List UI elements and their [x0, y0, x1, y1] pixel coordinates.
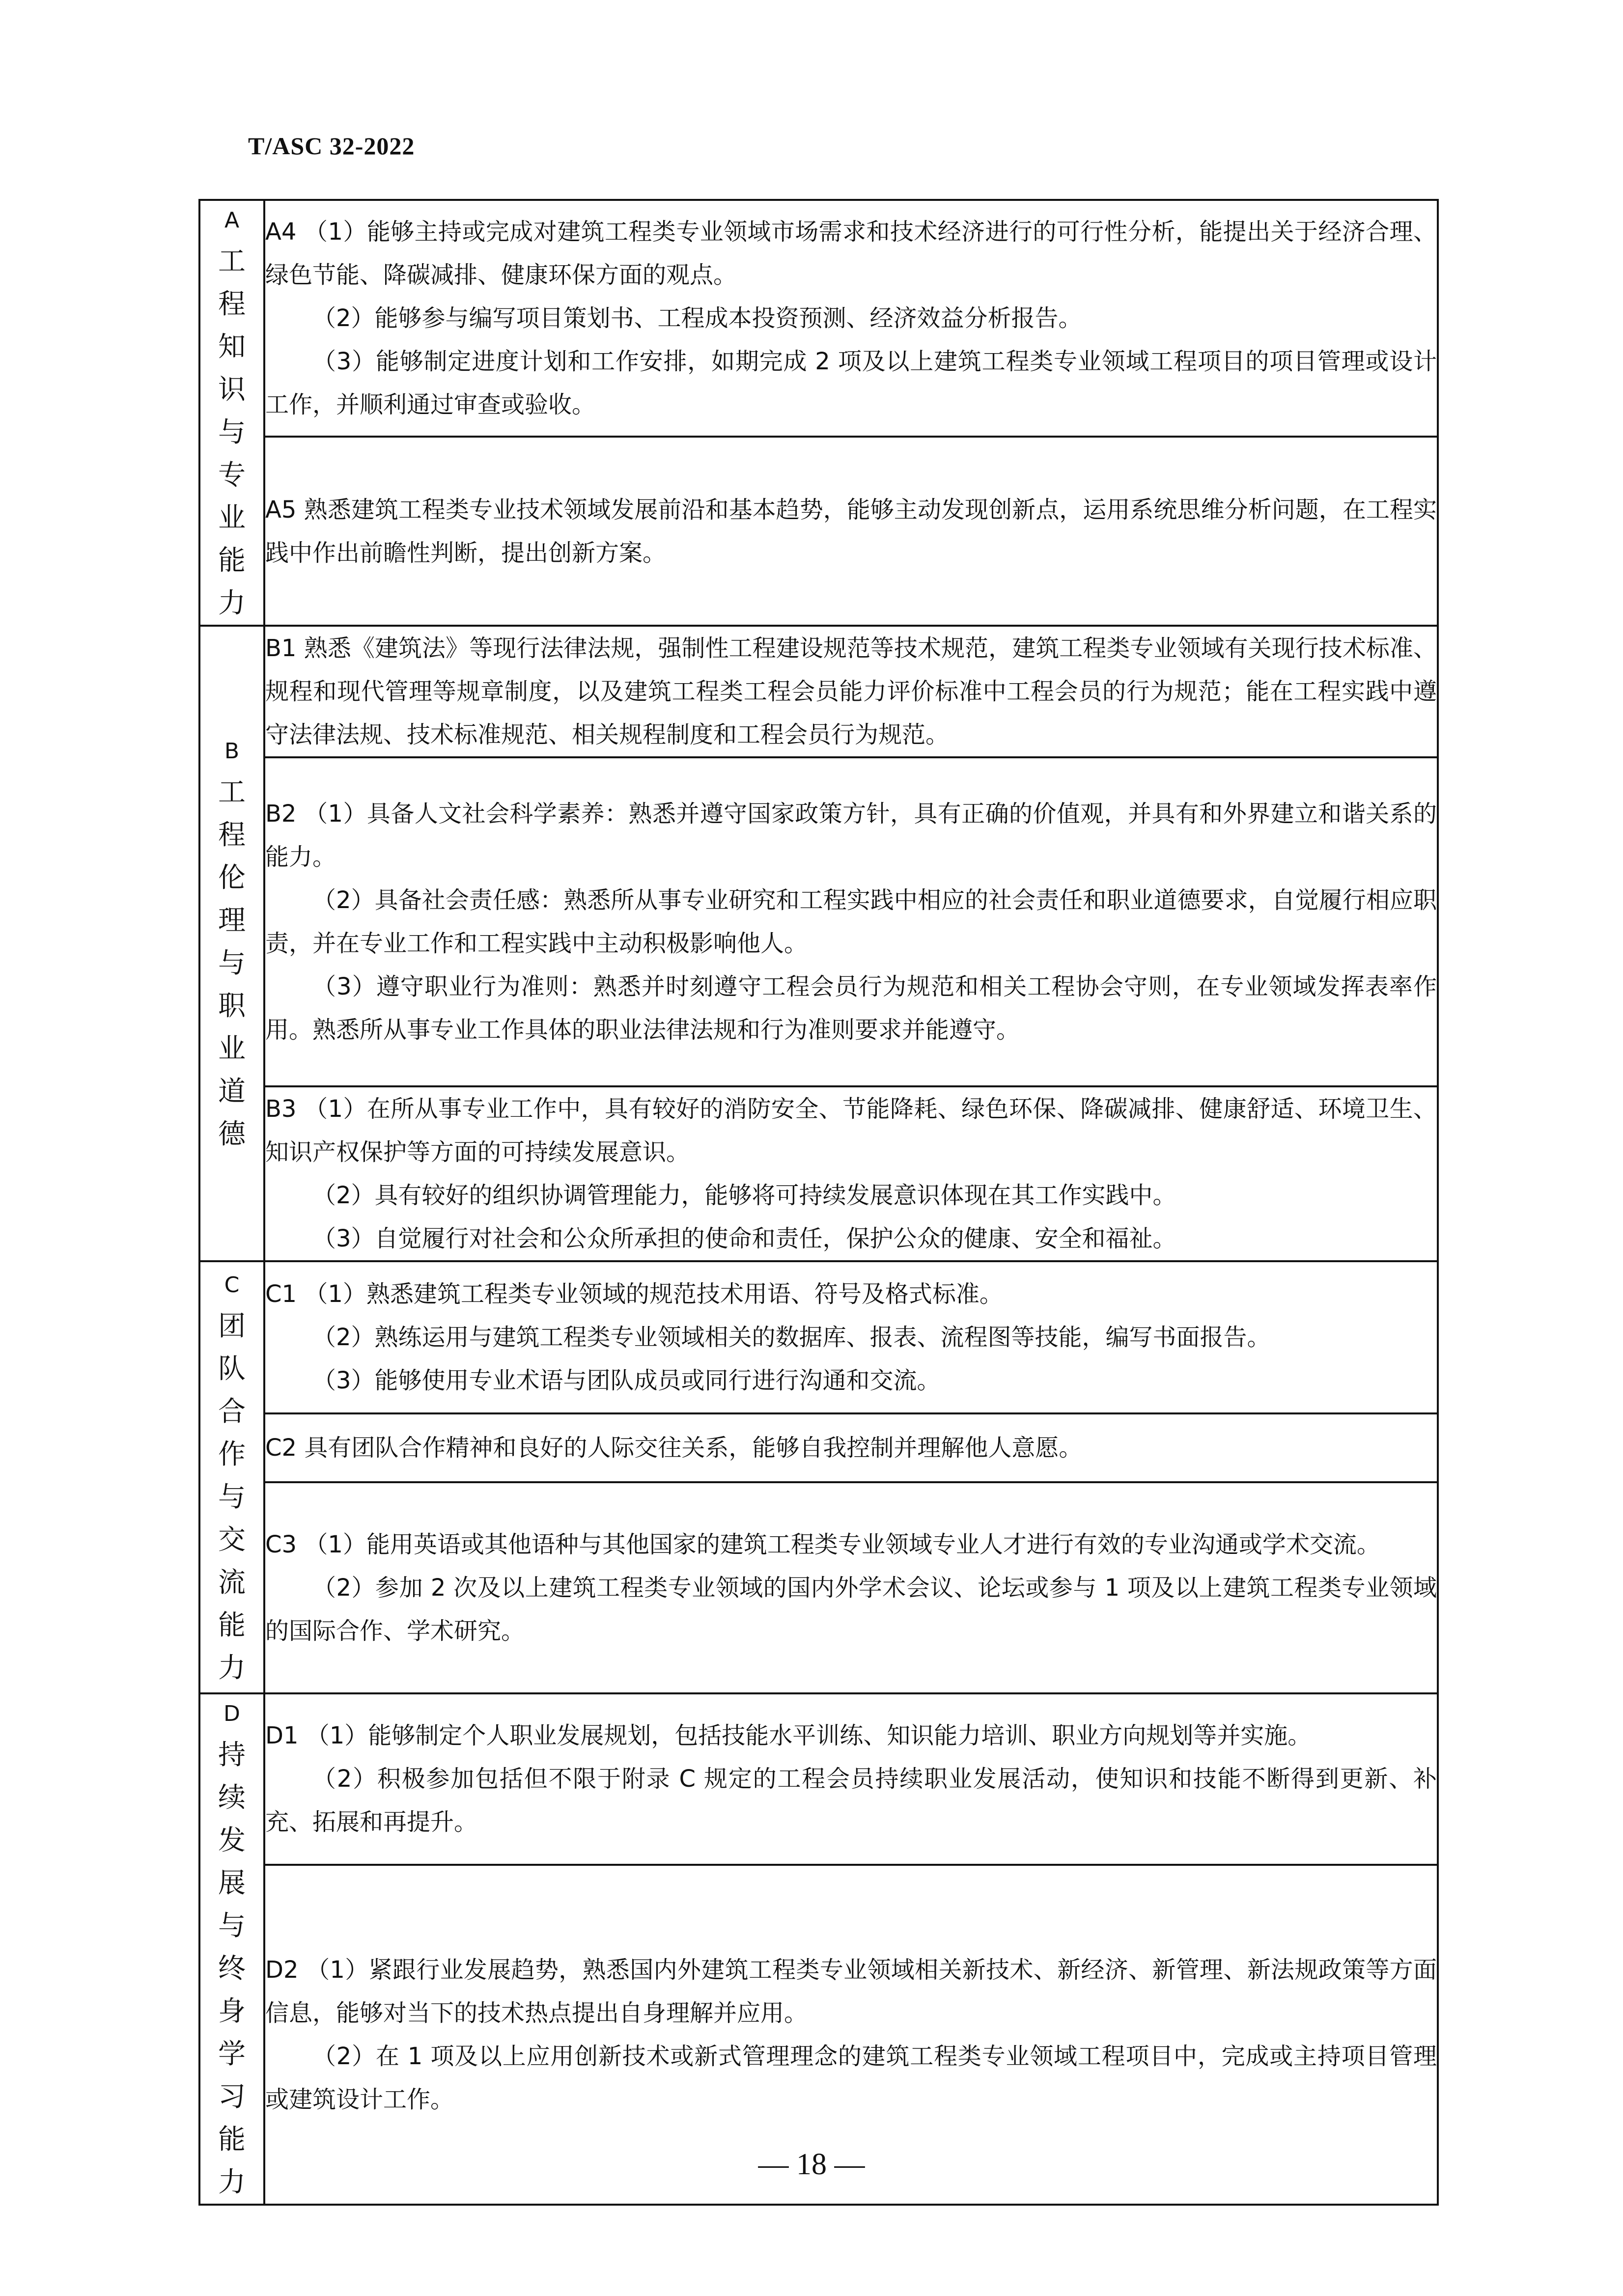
category-char: 伦 [218, 861, 246, 894]
category-char: 流 [218, 1566, 246, 1599]
category-char: 作 [218, 1438, 246, 1470]
requirement-b2 [264, 757, 1438, 1086]
category-char: 与 [218, 947, 246, 979]
category-char: 道 [218, 1075, 246, 1107]
requirement-text: （2）具有较好的组织协调管理能力，能够将可持续发展意识体现在其工作实践中。 [312, 1182, 1176, 1209]
requirement-a5 [264, 437, 1438, 626]
category-char: 终 [218, 1953, 246, 1985]
requirement-text: （3）能够制定进度计划和工作安排，如期完成 2 项及以上建筑工程类专业领域工程项目的项目管理或设计工作，并顺利通过审查或验收。 [265, 348, 1437, 419]
category-char: 识 [218, 374, 246, 406]
requirement-text: （2）具备社会责任感：熟悉所从事专业研究和工程实践中相应的社会责任和职业道德要求，自觉履行相应职责，并在专业工作和工程实践中主动积极影响他人。 [265, 886, 1437, 957]
category-char: 学 [218, 2038, 246, 2070]
table-row [199, 437, 1438, 626]
category-code: B [224, 738, 240, 764]
category-char: 发 [218, 1825, 246, 1856]
category-code: C [224, 1272, 240, 1298]
requirement-d1 [264, 1693, 1438, 1865]
requirement-text: （3）能够使用专业术语与团队成员或同行进行沟通和交流。 [312, 1367, 941, 1394]
category-char: 知 [218, 331, 246, 363]
category-char: 续 [218, 1782, 246, 1814]
table-row [199, 1086, 1438, 1261]
requirement-c1 [264, 1261, 1438, 1413]
category-code: A [224, 208, 240, 233]
requirement-a4 [264, 200, 1438, 437]
category-a-cell [199, 200, 264, 626]
category-char: 能 [218, 545, 246, 577]
requirement-text: （2）在 1 项及以上应用创新技术或新式管理理念的建筑工程类专业领域工程项目中，完成或主持项目管理或建筑设计工作。 [265, 2042, 1437, 2113]
category-char: 职 [218, 990, 246, 1022]
requirement-text: B2 （1）具备人文社会科学素养：熟悉并遵守国家政策方针，具有正确的价值观，并具有和外界建立和谐关系的能力。 [265, 800, 1437, 871]
category-char: 业 [218, 502, 246, 534]
category-char: 工 [218, 776, 246, 808]
category-title [200, 1694, 263, 2204]
requirement-text: A5 熟悉建筑工程类专业技术领域发展前沿和基本趋势，能够主动发现创新点，运用系统思维分析问题，在工程实践中作出前瞻性判断，提出创新方案。 [265, 496, 1437, 567]
category-char: 习 [218, 2081, 246, 2113]
category-char: 程 [218, 819, 246, 851]
category-char: 身 [218, 1995, 246, 2027]
table-row [199, 626, 1438, 757]
requirement-text: C2 具有团队合作精神和良好的人际交往关系，能够自我控制并理解他人意愿。 [265, 1434, 1083, 1462]
table-row [199, 1261, 1438, 1413]
requirements-table [198, 199, 1439, 2206]
category-char: 展 [218, 1867, 246, 1899]
category-title [200, 201, 263, 625]
table-row [199, 1413, 1438, 1482]
table-row [199, 1693, 1438, 1865]
requirement-text: B1 熟悉《建筑法》等现行法律法规，强制性工程建设规范等技术规范，建筑工程类专业领域有关现行技术标准、规程和现代管理等规章制度，以及建筑工程类工程会员能力评价标准中工程会员的行为规范；能在工程实践中遵守法律法规、技术标准规范、相关规程制度和工程会员行为规范。 [265, 635, 1437, 748]
requirement-text: （2）熟练运用与建筑工程类专业领域相关的数据库、报表、流程图等技能，编写书面报告。 [312, 1324, 1271, 1351]
category-char: 交 [218, 1523, 246, 1556]
category-b-cell [199, 626, 264, 1261]
category-char: 力 [218, 587, 246, 619]
category-char: 工 [218, 246, 246, 277]
category-char: 持 [218, 1739, 246, 1771]
requirement-b3 [264, 1086, 1438, 1261]
table-row [199, 1482, 1438, 1693]
table-row [199, 757, 1438, 1086]
category-char: 合 [218, 1395, 246, 1428]
standard-code: T/ASC 32-2022 [248, 132, 415, 160]
category-code: D [224, 1701, 240, 1726]
category-char: 业 [218, 1032, 246, 1065]
category-char: 与 [218, 1910, 246, 1942]
category-char: 队 [218, 1353, 246, 1385]
category-char: 力 [218, 1652, 246, 1684]
category-char: 能 [218, 2124, 246, 2156]
requirement-text: C3 （1）能用英语或其他语种与其他国家的建筑工程类专业领域专业人才进行有效的专业沟通或学术交流。 [265, 1531, 1380, 1558]
category-char: 与 [218, 416, 246, 448]
requirement-text: B3 （1）在所从事专业工作中，具有较好的消防安全、节能降耗、绿色环保、降碳减排、健康舒适、环境卫生、知识产权保护等方面的可持续发展意识。 [265, 1095, 1437, 1166]
requirement-text: （2）积极参加包括但不限于附录 C 规定的工程会员持续职业发展活动，使知识和技能不断得到更新、补充、拓展和再提升。 [265, 1765, 1437, 1836]
category-title [200, 732, 263, 1156]
category-c-cell [199, 1261, 264, 1693]
requirement-c2 [264, 1413, 1438, 1482]
requirement-c3 [264, 1482, 1438, 1693]
category-char: 专 [218, 459, 246, 491]
category-char: 能 [218, 1609, 246, 1641]
page-number: — 18 — [758, 2148, 865, 2181]
category-char: 德 [218, 1118, 246, 1150]
category-char: 力 [218, 2166, 246, 2198]
requirement-b1 [264, 626, 1438, 757]
requirement-text: （2）参加 2 次及以上建筑工程类专业领域的国内外学术会议、论坛或参与 1 项及以上建筑工程类专业领域的国际合作、学术研究。 [265, 1574, 1437, 1645]
category-title [200, 1266, 263, 1689]
category-char: 理 [218, 904, 246, 937]
requirement-text: （2）能够参与编写项目策划书、工程成本投资预测、经济效益分析报告。 [312, 304, 1082, 332]
table-row [199, 200, 1438, 437]
requirement-text: A4 （1）能够主持或完成对建筑工程类专业领域市场需求和技术经济进行的可行性分析，能提出关于经济合理、绿色节能、降碳减排、健康环保方面的观点。 [265, 218, 1437, 289]
requirement-text: D1 （1）能够制定个人职业发展规划，包括技能水平训练、知识能力培训、职业方向规划等并实施。 [265, 1722, 1312, 1750]
requirement-text: D2 （1）紧跟行业发展趋势，熟悉国内外建筑工程类专业领域相关新技术、新经济、新管理、新法规政策等方面信息，能够对当下的技术热点提出自身理解并应用。 [265, 1956, 1437, 2027]
category-char: 团 [218, 1310, 246, 1342]
category-char: 与 [218, 1481, 246, 1513]
category-char: 程 [218, 288, 246, 320]
category-d-cell [199, 1693, 264, 2205]
requirement-text: C1 （1）熟悉建筑工程类专业领域的规范技术用语、符号及格式标准。 [265, 1280, 1003, 1308]
requirement-text: （3）自觉履行对社会和公众所承担的使命和责任，保护公众的健康、安全和福祉。 [312, 1225, 1176, 1252]
requirement-text: （3）遵守职业行为准则：熟悉并时刻遵守工程会员行为规范和相关工程协会守则，在专业领域发挥表率作用。熟悉所从事专业工作具体的职业法律法规和行为准则要求并能遵守。 [265, 973, 1437, 1044]
